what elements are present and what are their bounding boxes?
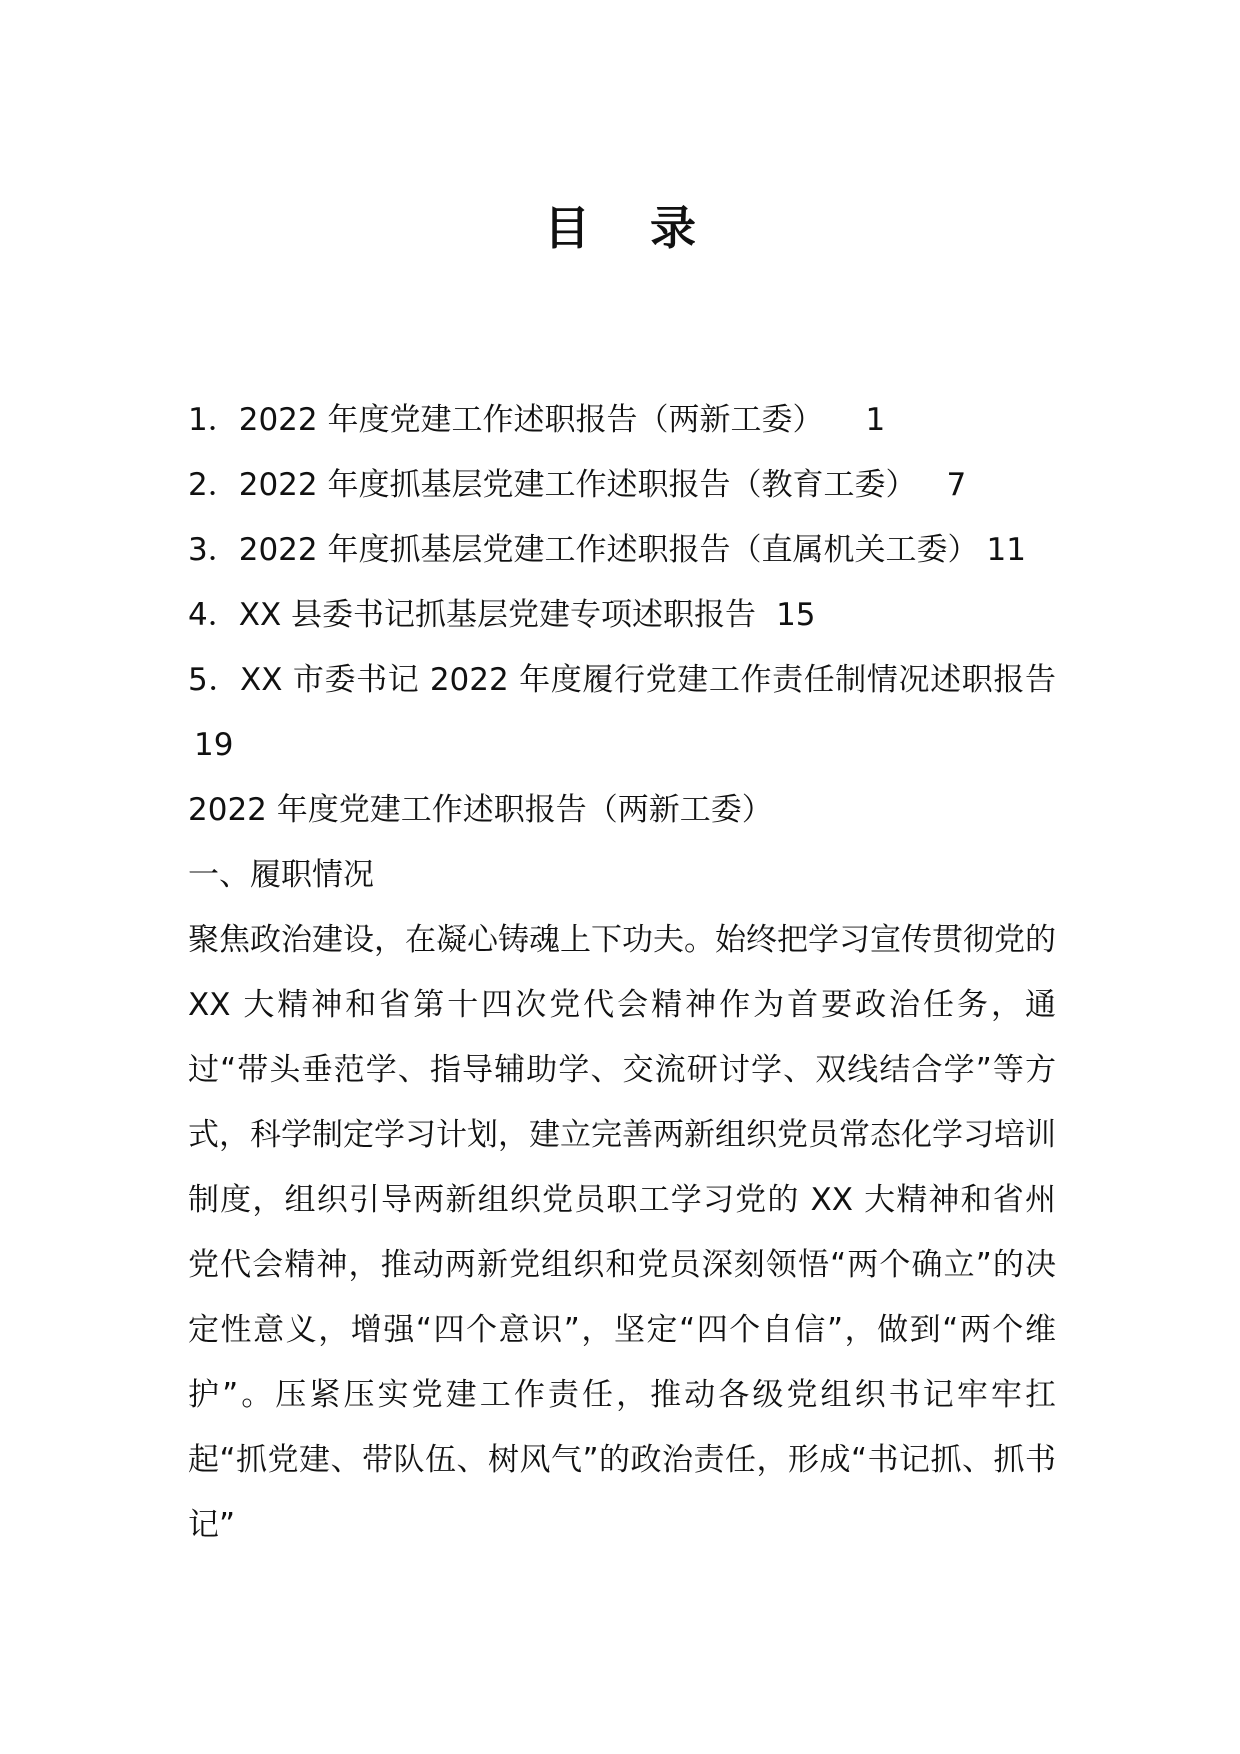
toc-entry-number: 1． (188, 402, 239, 438)
toc-entry-text: 2022 年度抓基层党建工作述职报告（教育工委） (238, 467, 917, 503)
toc-entry-text: 2022 年度抓基层党建工作述职报告（直属机关工委） (238, 532, 979, 568)
toc-entry-number: 2． (188, 467, 239, 503)
toc-entry-text: XX 县委书记抓基层党建专项述职报告 (238, 597, 757, 633)
toc-entry-1[interactable] (188, 388, 1056, 453)
toc-entry-number: 3． (188, 532, 239, 568)
toc-entry-3[interactable] (188, 518, 1056, 583)
toc-entry-number: 5． (188, 662, 240, 698)
document-content (188, 388, 1056, 1558)
toc-entry-page: 19 (194, 727, 234, 763)
toc-entry-page: 7 (946, 467, 967, 503)
toc-entry-page: 15 (776, 597, 816, 633)
toc-entry-2[interactable] (188, 453, 1056, 518)
toc-entry-4[interactable] (188, 583, 1056, 648)
toc-entry-text: 2022 年度党建工作述职报告（两新工委） (238, 402, 824, 438)
toc-entry-number: 4． (188, 597, 239, 633)
toc-entry-5[interactable] (188, 648, 1056, 778)
toc-title: 目 录 (543, 201, 718, 255)
toc-entry-page: 11 (986, 532, 1026, 568)
toc-entry-text: XX 市委书记 2022 年度履行党建工作责任制情况述职报告 (239, 662, 1056, 698)
table-of-contents (188, 388, 1056, 778)
article-title: 2022 年度党建工作述职报告（两新工委） (188, 792, 773, 828)
body-paragraph: 聚焦政治建设，在凝心铸魂上下功夫。始终把学习宣传贯彻党的 XX 大精神和省第十四次党代会精神作为首要政治任务，通过“带头垂范学、指导辅助学、交流研讨学、双线结合学”等方式，科学制定学习计划，建立完善两新组织党员常态化学习培训制度，组织引导两新组织党员职工学习党的 XX 大精神和省州党代会精神，推动两新党组织和党员深刻领悟“两个确立”的决定性意义，增强“四个意识”，坚定“四个自信”，做到“两个维护”。压紧压实党建工作责任，推动各级党组织书记牢牢扛起“抓党建、带队伍、树风气”的政治责任，形成“书记抓、抓书记” (188, 922, 1056, 1543)
section-heading: 一、履职情况 (188, 857, 374, 893)
toc-entry-page: 1 (865, 402, 886, 438)
